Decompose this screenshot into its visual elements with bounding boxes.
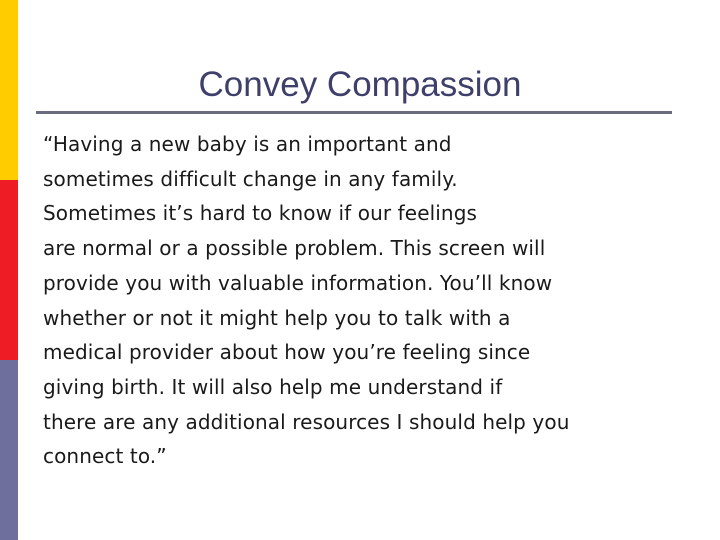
title-divider [36,111,672,114]
body-quote: “Having a new baby is an important and sometimes difficult change in any family. Sometimes it’s hard to know if our feelings are normal or a possible problem. This screen will provide you with valuable information. You’ll know whether or not it might help you to talk with a medical provider about how you’re feeling since giving birth. It will also help me understand if there are any additional resources I should help you connect to.” [43,132,570,469]
side-band-purple [0,360,18,540]
side-band-yellow [0,0,18,180]
side-band-red [0,180,18,360]
slide-title: Convey Compassion [198,65,522,104]
